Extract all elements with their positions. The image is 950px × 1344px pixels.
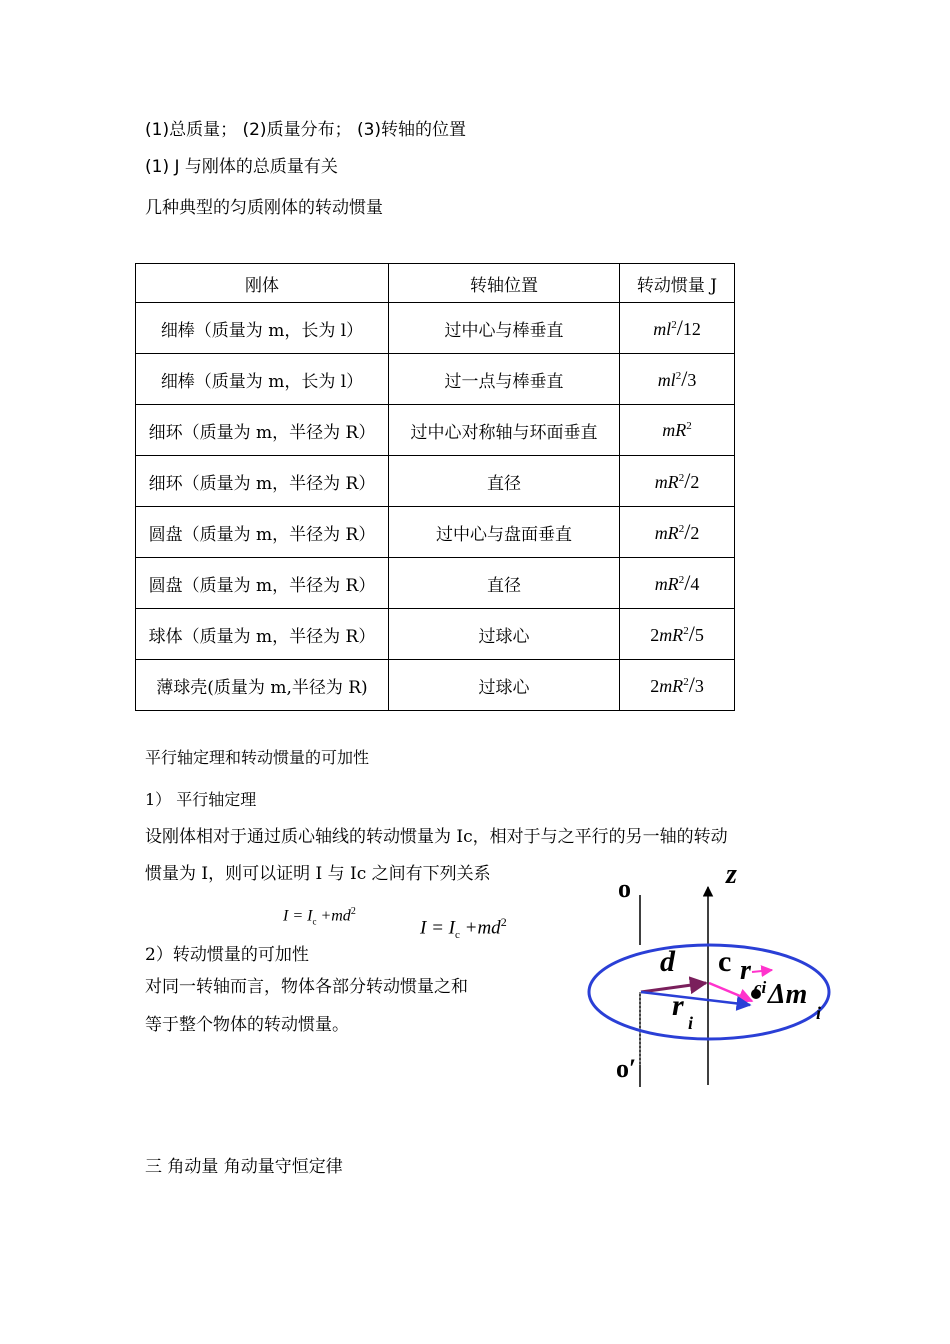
- cell-inertia: [620, 456, 735, 507]
- cell-axis: 过球心: [389, 660, 620, 711]
- cell-axis: 过一点与棒垂直: [389, 354, 620, 405]
- inertia-formula: $mR^2/2$: [654, 519, 700, 544]
- table-row: [136, 660, 735, 711]
- table-row: [136, 609, 735, 660]
- cell-body: 球体（质量为 m，半径为 R）: [136, 609, 389, 660]
- label-o-prime: o′: [616, 1054, 637, 1083]
- equation-large: $I = I_c +md^2$: [420, 915, 507, 942]
- unit-vector-rc: [752, 970, 772, 972]
- cell-inertia: [620, 558, 735, 609]
- label-z: z: [726, 859, 737, 890]
- cell-inertia: [620, 660, 735, 711]
- cell-body: 圆盘（质量为 m，半径为 R）: [136, 558, 389, 609]
- cell-axis: 直径: [389, 456, 620, 507]
- cell-body: 细棒（质量为 m，长为 l）: [136, 354, 389, 405]
- label-delta-m: Δm: [768, 979, 808, 1010]
- table-row: [136, 456, 735, 507]
- intro-line-mass: (1) J 与刚体的总质量有关: [145, 157, 338, 177]
- cell-body: 薄球壳(质量为 m,半径为 R): [136, 660, 389, 711]
- paragraph-additivity-2: 等于整个物体的转动惯量。: [145, 1015, 349, 1035]
- label-delta-m-subscript: i: [816, 1003, 822, 1023]
- subheading-additivity: 2）转动惯量的可加性: [145, 945, 309, 965]
- label-o: o: [618, 874, 631, 903]
- cell-axis: 直径: [389, 558, 620, 609]
- table-row: [136, 354, 735, 405]
- cell-inertia: [620, 609, 735, 660]
- table-header-row: [136, 264, 735, 303]
- label-ri: r: [672, 989, 684, 1022]
- inertia-formula: $mR^2$: [662, 419, 692, 440]
- intro-line-factors: (1)总质量； (2)质量分布； (3)转轴的位置: [145, 120, 467, 140]
- cell-body: 细环（质量为 m，半径为 R）: [136, 456, 389, 507]
- cell-body: 圆盘（质量为 m，半径为 R）: [136, 507, 389, 558]
- table-row: [136, 558, 735, 609]
- inertia-formula: $mR^2/4$: [654, 570, 700, 595]
- cell-inertia: [620, 507, 735, 558]
- table-caption: 几种典型的匀质刚体的转动惯量: [145, 198, 383, 218]
- cell-inertia: [620, 354, 735, 405]
- table-row: [136, 303, 735, 354]
- paragraph-parallel-1: 设刚体相对于通过质心轴线的转动惯量为 Ic，相对于与之平行的另一轴的转动: [145, 827, 728, 847]
- inertia-formula: $2mR^2/5$: [650, 621, 704, 646]
- equation-small: $I = I_c +md^2$: [283, 906, 356, 927]
- paragraph-parallel-2: 惯量为 I，则可以证明 I 与 Ic 之间有下列关系: [145, 864, 491, 884]
- cell-axis: 过中心与盘面垂直: [389, 507, 620, 558]
- next-section-title: 三 角动量 角动量守恒定律: [145, 1157, 343, 1177]
- header-body: 刚体: [136, 264, 389, 303]
- table-row: [136, 507, 735, 558]
- label-ci: ci: [754, 978, 767, 997]
- cell-axis: 过球心: [389, 609, 620, 660]
- inertia-formula: $mR^2/2$: [654, 468, 700, 493]
- paragraph-additivity-1: 对同一转轴而言，物体各部分转动惯量之和: [145, 977, 468, 997]
- inertia-formula: $ml^2/3$: [657, 366, 697, 391]
- cell-inertia: [620, 303, 735, 354]
- header-inertia: 转动惯量 J: [620, 264, 735, 303]
- table-row: [136, 405, 735, 456]
- moment-of-inertia-table: [135, 263, 735, 711]
- cell-inertia: [620, 405, 735, 456]
- label-d: d: [660, 945, 675, 978]
- cell-body: 细棒（质量为 m，长为 l）: [136, 303, 389, 354]
- parallel-axis-diagram: [580, 855, 840, 1095]
- label-ri-subscript: i: [688, 1013, 694, 1033]
- inertia-formula: $2mR^2/3$: [650, 672, 704, 697]
- cell-body: 细环（质量为 m，半径为 R）: [136, 405, 389, 456]
- subheading-parallel-axis: 1） 平行轴定理: [145, 790, 257, 809]
- label-r: r: [740, 955, 751, 986]
- header-axis: 转轴位置: [389, 264, 620, 303]
- label-c: c: [718, 945, 732, 978]
- cell-axis: 过中心与棒垂直: [389, 303, 620, 354]
- inertia-formula: $ml^2/12$: [653, 315, 701, 340]
- cell-axis: 过中心对称轴与环面垂直: [389, 405, 620, 456]
- section-heading: 平行轴定理和转动惯量的可加性: [145, 748, 370, 767]
